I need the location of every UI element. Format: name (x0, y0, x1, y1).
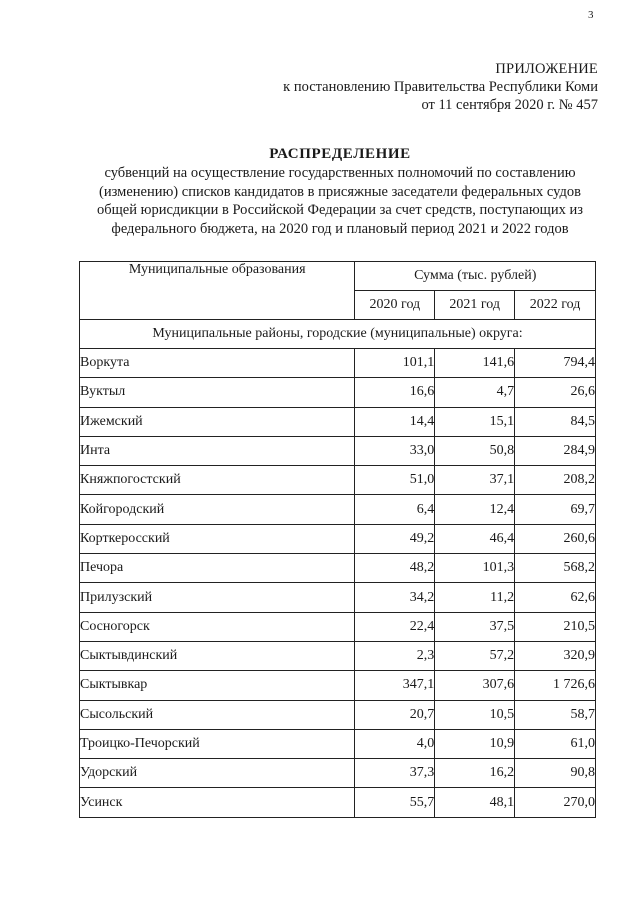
value-2020-cell: 34,2 (355, 583, 435, 612)
column-header-municipality: Муниципальные образования (80, 262, 355, 320)
subtitle-line-3: общей юрисдикции в Российской Федерации за счет средств, поступающих из (97, 202, 583, 218)
table-row (80, 495, 596, 524)
municipality-name-cell: Прилузский (80, 583, 355, 612)
municipality-name-cell: Княжпогостский (80, 466, 355, 495)
value-2020-cell: 347,1 (355, 671, 435, 700)
value-2021-cell: 16,2 (435, 759, 515, 788)
municipality-name-cell: Вуктыл (80, 378, 355, 407)
document-heading: РАСПРЕДЕЛЕНИЕ (269, 146, 411, 162)
municipality-name-cell: Инта (80, 436, 355, 465)
value-2022-cell: 210,5 (515, 612, 596, 641)
value-2021-cell: 307,6 (435, 671, 515, 700)
value-2020-cell: 33,0 (355, 436, 435, 465)
value-2021-cell: 11,2 (435, 583, 515, 612)
subtitle-line-4: федерального бюджета, на 2020 год и плановый период 2021 и 2022 годов (111, 220, 569, 237)
table-row (80, 700, 596, 729)
value-2021-cell: 12,4 (435, 495, 515, 524)
value-2020-cell: 22,4 (355, 612, 435, 641)
table-row (80, 524, 596, 553)
page-number: 3 (588, 9, 594, 21)
value-2022-cell: 320,9 (515, 641, 596, 670)
value-2020-cell: 14,4 (355, 407, 435, 436)
value-2021-cell: 37,5 (435, 612, 515, 641)
value-2022-cell: 26,6 (515, 378, 596, 407)
table-row (80, 583, 596, 612)
value-2022-cell: 58,7 (515, 700, 596, 729)
municipality-name-cell: Удорский (80, 759, 355, 788)
value-2022-cell: 568,2 (515, 554, 596, 583)
column-header-year: 2021 год (435, 291, 515, 320)
value-2022-cell: 260,6 (515, 524, 596, 553)
value-2021-cell: 101,3 (435, 554, 515, 583)
table-row (80, 554, 596, 583)
table-row (80, 612, 596, 641)
column-header-sum: Сумма (тыс. рублей) (355, 262, 596, 291)
municipality-name-cell: Сосногорск (80, 612, 355, 641)
value-2020-cell: 20,7 (355, 700, 435, 729)
municipality-name-cell: Корткеросский (80, 524, 355, 553)
table-row (80, 671, 596, 700)
value-2022-cell: 69,7 (515, 495, 596, 524)
value-2022-cell: 84,5 (515, 407, 596, 436)
municipality-name-cell: Печора (80, 554, 355, 583)
municipality-name-cell: Койгородский (80, 495, 355, 524)
group-row-label: Муниципальные районы, городские (муниципальные) округа: (80, 320, 596, 349)
table-row (80, 407, 596, 436)
value-2021-cell: 48,1 (435, 788, 515, 817)
value-2021-cell: 4,7 (435, 378, 515, 407)
municipality-name-cell: Сысольский (80, 700, 355, 729)
municipality-name-cell: Сыктывкар (80, 671, 355, 700)
value-2020-cell: 6,4 (355, 495, 435, 524)
value-2022-cell: 284,9 (515, 436, 596, 465)
table-row (80, 436, 596, 465)
subtitle-line-2: (изменению) списков кандидатов в присяжные заседатели федеральных судов (99, 183, 581, 200)
table-row (80, 759, 596, 788)
value-2022-cell: 208,2 (515, 466, 596, 495)
value-2020-cell: 48,2 (355, 554, 435, 583)
value-2021-cell: 46,4 (435, 524, 515, 553)
column-header-year: 2022 год (515, 291, 596, 320)
distribution-table (79, 261, 596, 818)
value-2020-cell: 49,2 (355, 524, 435, 553)
value-2020-cell: 16,6 (355, 378, 435, 407)
table-row (80, 349, 596, 378)
municipality-name-cell: Воркута (80, 349, 355, 378)
value-2021-cell: 37,1 (435, 466, 515, 495)
subtitle-line-1: субвенций на осуществление государственных полномочий по составлению (104, 165, 576, 181)
table-row (80, 729, 596, 758)
value-2020-cell: 4,0 (355, 729, 435, 758)
table-row (80, 788, 596, 817)
value-2022-cell: 62,6 (515, 583, 596, 612)
value-2020-cell: 37,3 (355, 759, 435, 788)
value-2022-cell: 794,4 (515, 349, 596, 378)
value-2021-cell: 141,6 (435, 349, 515, 378)
appendix-line-1: к постановлению Правительства Республики Коми (283, 79, 598, 95)
value-2020-cell: 2,3 (355, 641, 435, 670)
value-2022-cell: 90,8 (515, 759, 596, 788)
column-header-year: 2020 год (355, 291, 435, 320)
value-2020-cell: 101,1 (355, 349, 435, 378)
appendix-block (283, 60, 598, 114)
table-row (80, 378, 596, 407)
value-2021-cell: 57,2 (435, 641, 515, 670)
value-2021-cell: 10,5 (435, 700, 515, 729)
value-2021-cell: 10,9 (435, 729, 515, 758)
appendix-line-2: от 11 сентября 2020 г. № 457 (421, 97, 598, 113)
value-2020-cell: 51,0 (355, 466, 435, 495)
municipality-name-cell: Сыктывдинский (80, 641, 355, 670)
value-2022-cell: 270,0 (515, 788, 596, 817)
value-2021-cell: 15,1 (435, 407, 515, 436)
appendix-title: ПРИЛОЖЕНИЕ (495, 61, 598, 77)
table-row (80, 466, 596, 495)
municipality-name-cell: Усинск (80, 788, 355, 817)
table-row (80, 641, 596, 670)
value-2021-cell: 50,8 (435, 436, 515, 465)
value-2022-cell: 1 726,6 (515, 671, 596, 700)
value-2020-cell: 55,7 (355, 788, 435, 817)
document-subtitle (60, 164, 620, 238)
value-2022-cell: 61,0 (515, 729, 596, 758)
municipality-name-cell: Троицко-Печорский (80, 729, 355, 758)
municipality-name-cell: Ижемский (80, 407, 355, 436)
